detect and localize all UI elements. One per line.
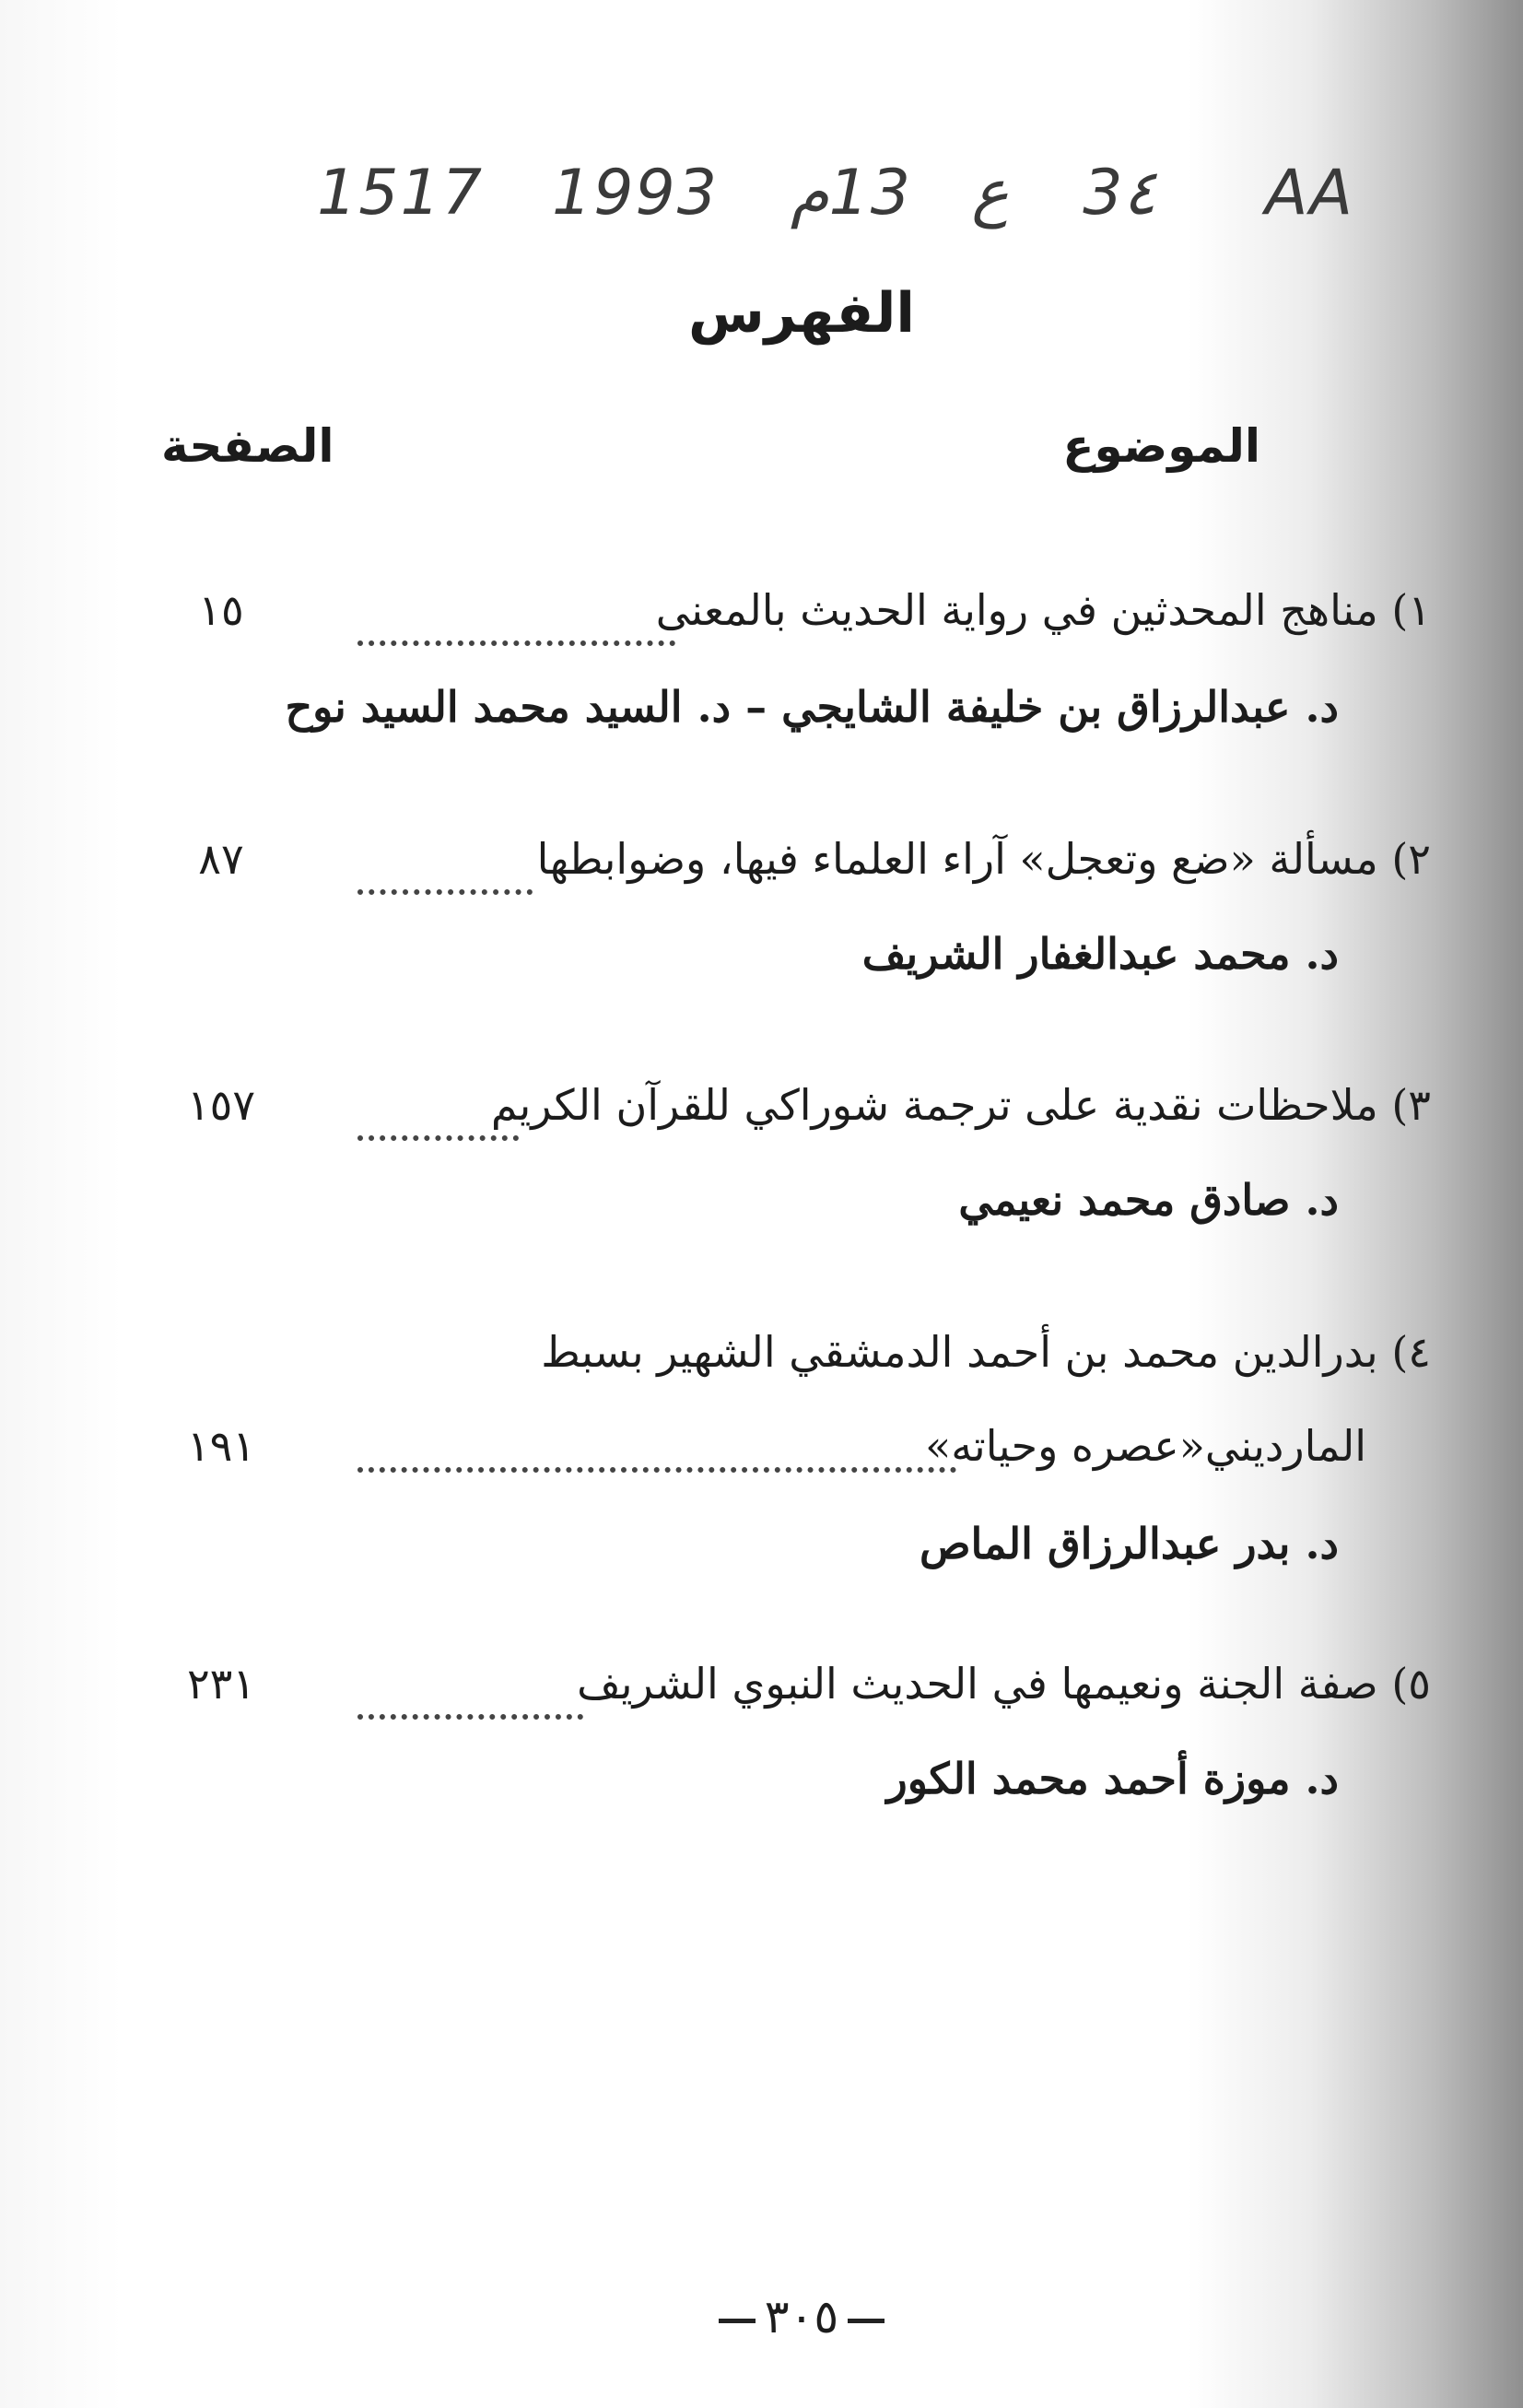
- toc-entry-page: ١٩١: [186, 1421, 256, 1471]
- toc-entry-title: ١) مناهج المحدثين في رواية الحديث بالمعنى: [655, 585, 1431, 635]
- toc-entry-author: د. صادق محمد نعيمي: [958, 1175, 1339, 1225]
- handwritten-note: [157, 157, 1354, 249]
- toc-entry-page: ٨٧: [198, 834, 244, 884]
- page-number: ٣٠٥: [764, 2290, 839, 2343]
- toc-entry-author: د. محمد عبدالغفار الشريف: [861, 929, 1339, 979]
- footer-dash: [848, 2319, 885, 2323]
- handwritten-note-part: ع: [971, 157, 1009, 229]
- topic-column-header: الموضوع: [1062, 419, 1260, 473]
- dot-leader: [357, 640, 675, 646]
- toc-entry-title-continuation: المارديني«عصره وحياته»: [925, 1421, 1366, 1471]
- toc-entry-title: ٤) بدرالدين محمد بن أحمد الدمشقي الشهير بسبط: [541, 1327, 1431, 1377]
- handwritten-note-part: 3٤: [1083, 157, 1156, 229]
- dot-leader: [357, 1467, 956, 1473]
- dot-leader: [357, 1135, 519, 1141]
- toc-entry-author: د. بدر عبدالرزاق الماص: [919, 1519, 1339, 1568]
- toc-entry-author: د. موزة أحمد محمد الكور: [886, 1754, 1339, 1803]
- toc-entry-title: ٣) ملاحظات نقدية على ترجمة شوراكي للقرآن الكريم: [490, 1080, 1431, 1130]
- handwritten-note-part: 13: [828, 157, 912, 229]
- handwritten-note-part: م: [790, 157, 829, 229]
- toc-entry-page: ٢٣١: [186, 1659, 256, 1709]
- toc-entry-title: ٥) صفة الجنة ونعيمها في الحديث النبوي الشريف: [577, 1659, 1431, 1709]
- toc-entry-page: ١٥٧: [186, 1080, 256, 1130]
- dot-leader: [357, 889, 533, 895]
- dot-leader: [357, 1714, 583, 1720]
- toc-entry-author: د. عبدالرزاق بن خليفة الشايجي – د. السيد محمد السيد نوح: [285, 682, 1339, 732]
- handwritten-note-part: 1993: [551, 157, 719, 229]
- page-column-header: الصفحة: [161, 419, 334, 473]
- footer-dash: [719, 2319, 756, 2323]
- toc-entry-title: ٢) مسألة «ضع وتعجل» آراء العلماء فيها، وضوابطها: [536, 834, 1431, 884]
- page-title: الفهرس: [687, 281, 915, 346]
- page-number-footer: [0, 2290, 1523, 2343]
- toc-entry-page: ١٥: [198, 585, 244, 635]
- handwritten-note-part: 1517: [316, 157, 484, 229]
- handwritten-note-part: AA: [1264, 157, 1354, 229]
